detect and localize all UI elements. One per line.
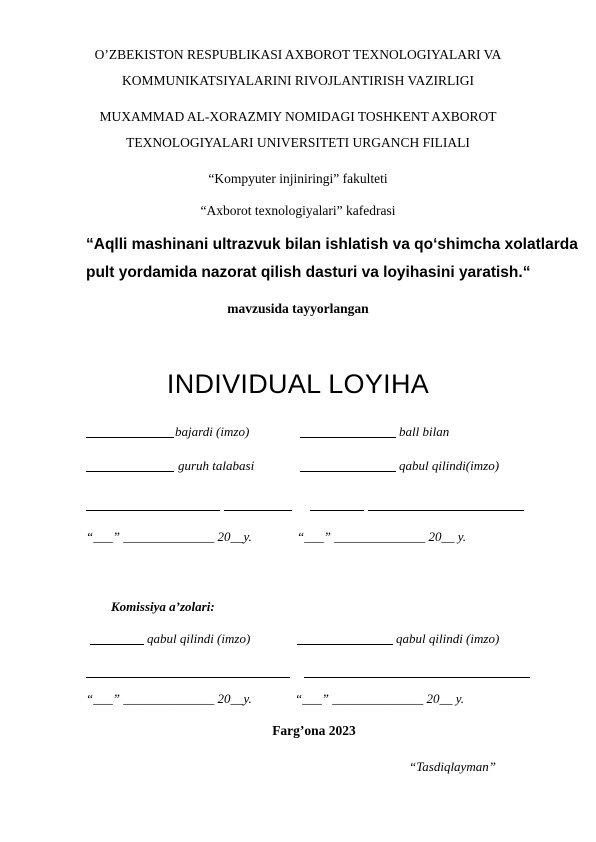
name-line-left-a <box>86 510 220 511</box>
prepared-note: mavzusida tayyorlangan <box>227 301 369 316</box>
document-title: INDIVIDUAL LOYIHA <box>166 369 430 399</box>
commission-date-left: “___” ______________ 20__y. <box>86 691 252 706</box>
ministry-line-1: O’ZBEKISTON RESPUBLIKASI AXBOROT TEXNOLOGIYALARI VA <box>94 47 502 62</box>
date-left: “___” ______________ 20__y. <box>86 529 252 544</box>
commission-name-line-right <box>304 677 530 678</box>
topic-line-2: pult yordamida nazorat qilish dasturi va loyihasini yaratish.“ <box>86 264 531 281</box>
commission-accepted-right: qabul qilindi (imzo) <box>396 631 500 646</box>
university-line-1: MUXAMMAD AL-XORAZMIY NOMIDAGI TOSHKENT AXBOROT <box>99 109 497 124</box>
group-line <box>86 471 174 472</box>
ministry-header <box>0 44 596 92</box>
commission-accepted-left: qabul qilindi (imzo) <box>147 631 251 646</box>
commission-date-right: “___” ______________ 20__ y. <box>295 691 465 706</box>
city-year: Farg’ona 2023 <box>272 723 356 738</box>
accepted-line <box>300 471 396 472</box>
label-score: ball bilan <box>399 424 450 439</box>
commission-line-right <box>297 644 393 645</box>
name-line-right-b <box>368 510 524 511</box>
label-accepted: qabul qilindi(imzo) <box>399 458 500 473</box>
department-name: “Axborot texnologiyalari” kafedrasi <box>200 203 396 218</box>
score-line <box>300 437 396 438</box>
date-right: “___” ______________ 20__ y. <box>297 529 467 544</box>
approve-label: “Tasdiqlayman” <box>409 759 496 774</box>
ministry-line-2: KOMMUNIKATSIYALARINI RIVOJLANTIRISH VAZIRLIGI <box>122 73 474 88</box>
topic-line-1: “Aqlli mashinani ultrazvuk bilan ishlatish va qo‘shimcha xolatlarda <box>86 236 578 253</box>
signature-line-done <box>86 437 174 438</box>
faculty-name: “Kompyuter injiniringi” fakulteti <box>208 171 388 186</box>
label-done-signature: bajardi (imzo) <box>175 424 250 439</box>
university-line-2: TEXNOLOGIYALARI UNIVERSITETI URGANCH FILIALI <box>126 135 470 150</box>
name-line-right-a <box>310 510 364 511</box>
commission-name-line-left <box>86 677 290 678</box>
name-line-left-b <box>224 510 292 511</box>
university-header <box>0 106 596 154</box>
commission-line-left <box>90 644 144 645</box>
label-group-student: guruh talabasi <box>178 458 255 473</box>
commission-heading: Komissiya a’zolari: <box>111 599 215 614</box>
